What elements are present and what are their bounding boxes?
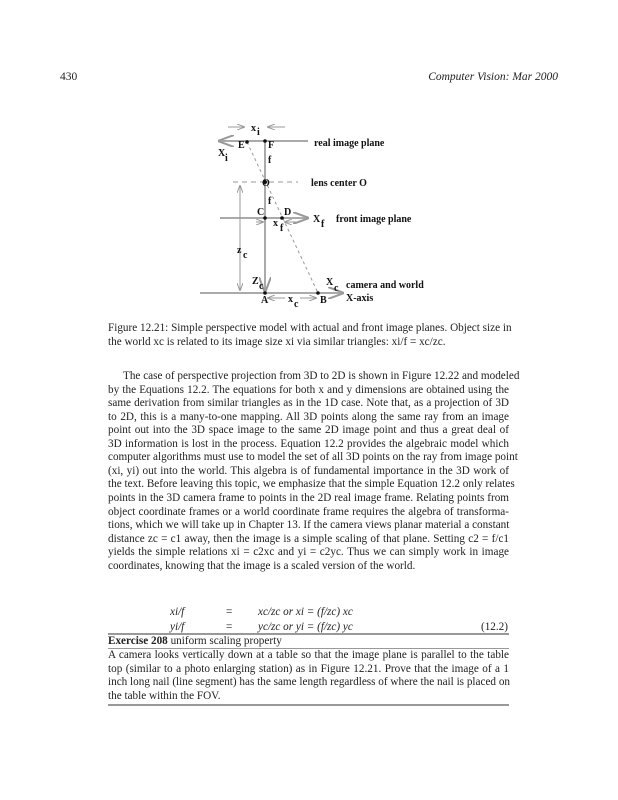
label-Xc: X (326, 277, 334, 288)
figure-caption-line: the world xc is related to its image size xi via similar triangles: xi/f = xc/zc. (108, 336, 446, 348)
label-A: A (261, 295, 269, 306)
text-line: The case of perspective projection from 3D to 2D is shown in Figure 12.22 and modeled (123, 370, 520, 382)
svg-text:i: i (225, 153, 228, 164)
label-B: B (320, 295, 327, 306)
label-xi: x (251, 123, 256, 134)
label-F: F (268, 140, 275, 151)
text-line: the text. Before leaving this topic, we emphasize that the simple Equation 12.2 only relates (108, 478, 515, 491)
equation-equals: = (226, 606, 233, 618)
label-lens-center: lens center O (311, 178, 367, 189)
text-line: top (similar to a photo enlarging station) as in Figure 12.21. Prove that the image of a 1 (108, 662, 509, 675)
label-Xi: X (218, 148, 226, 159)
running-title: Computer Vision: Mar 2000 (428, 71, 558, 83)
text-line: (xi, yi) out into the world. This algebra is of fundamental importance in the 3D work of (108, 464, 509, 477)
equation-rhs: yc/zc or yi = (f/zc) yc (258, 621, 353, 633)
label-Zc: Z (252, 276, 259, 287)
label-xc: x (288, 294, 293, 305)
exercise-bottom-rule (108, 704, 509, 706)
label-D: D (284, 207, 292, 218)
text-line: point out into the 3D space image to the same 2D image point and thus a great deal of (108, 424, 509, 437)
text-line: the table within the FOV. (108, 689, 221, 702)
label-C: C (257, 207, 265, 218)
text-line: computer algorithms must use to model the set of all 3D points on the ray from image point (108, 451, 518, 464)
equation-lhs: xi/f (170, 606, 185, 618)
label-f-upper: f (268, 155, 272, 166)
svg-text:i: i (257, 127, 260, 138)
svg-text:f: f (321, 219, 325, 230)
label-x-axis: X-axis (346, 293, 374, 304)
equation-lhs: yi/f (170, 621, 185, 633)
text-line: to 2D, this is a many-to-one mapping. All 3D points along the same ray from an image (108, 410, 509, 423)
text-line: points in the 3D camera frame to points in the 2D real image frame. Relating points from (108, 491, 509, 504)
label-real-image-plane: real image plane (314, 138, 385, 149)
label-Xf: X (313, 214, 321, 225)
svg-text:c: c (243, 250, 248, 261)
exercise-title: uniform scaling property (170, 635, 282, 647)
svg-text:c: c (334, 283, 339, 294)
label-O: O (262, 178, 270, 189)
page-number: 430 (60, 71, 78, 83)
label-E: E (238, 140, 245, 151)
text-line: inch long nail (line segment) has the same length regardless of where the nail is placed on (108, 676, 511, 688)
label-front-image-plane: front image plane (336, 214, 412, 225)
text-line: same derivation from similar triangles as in the 1D case. Note that, as a projection of 3D (108, 397, 509, 410)
exercise-label: Exercise 208 (108, 635, 168, 647)
equation-rhs: xc/zc or xi = (f/zc) xc (258, 606, 353, 618)
text-line: object coordinate frames or a world coordinate frame requires the algebra of transforma- (108, 505, 509, 518)
text-line: distance zc = c1 away, then the image is a simple scaling of that plane. Setting c2 = f/c1 (108, 532, 509, 545)
svg-text:c: c (294, 299, 299, 310)
label-zc: z (237, 245, 242, 256)
svg-text:c: c (259, 281, 264, 292)
text-line: coordinates, knowing that the image is a scaled version of the world. (108, 559, 416, 572)
label-camera-world: camera and world (346, 280, 424, 291)
equation-equals: = (226, 621, 233, 633)
text-line: tions, which we will take up in Chapter 13. If the camera views planar material a constant (108, 519, 510, 532)
equation-number: (12.2) (480, 621, 508, 633)
text-line: by the Equations 12.2. The equations for both x and y dimensions are obtained using the (108, 383, 509, 396)
figure-caption-line: Figure 12.21: Simple perspective model with actual and front image planes. Object size in (108, 322, 512, 334)
label-f-lower: f (268, 196, 272, 207)
perspective-figure (0, 0, 618, 320)
text-line: A camera looks vertically down at a table so that the image plane is parallel to the table (108, 649, 509, 661)
text-line: yields the simple relations xi = c2xc and yi = c2yc. Thus we can simply work in image (108, 546, 509, 559)
svg-text:f: f (280, 223, 284, 234)
text-line: 3D information is lost in the process. Equation 12.2 provides the algebraic model which (108, 437, 509, 450)
label-xf: x (273, 218, 278, 229)
exercise-heading (108, 635, 282, 648)
